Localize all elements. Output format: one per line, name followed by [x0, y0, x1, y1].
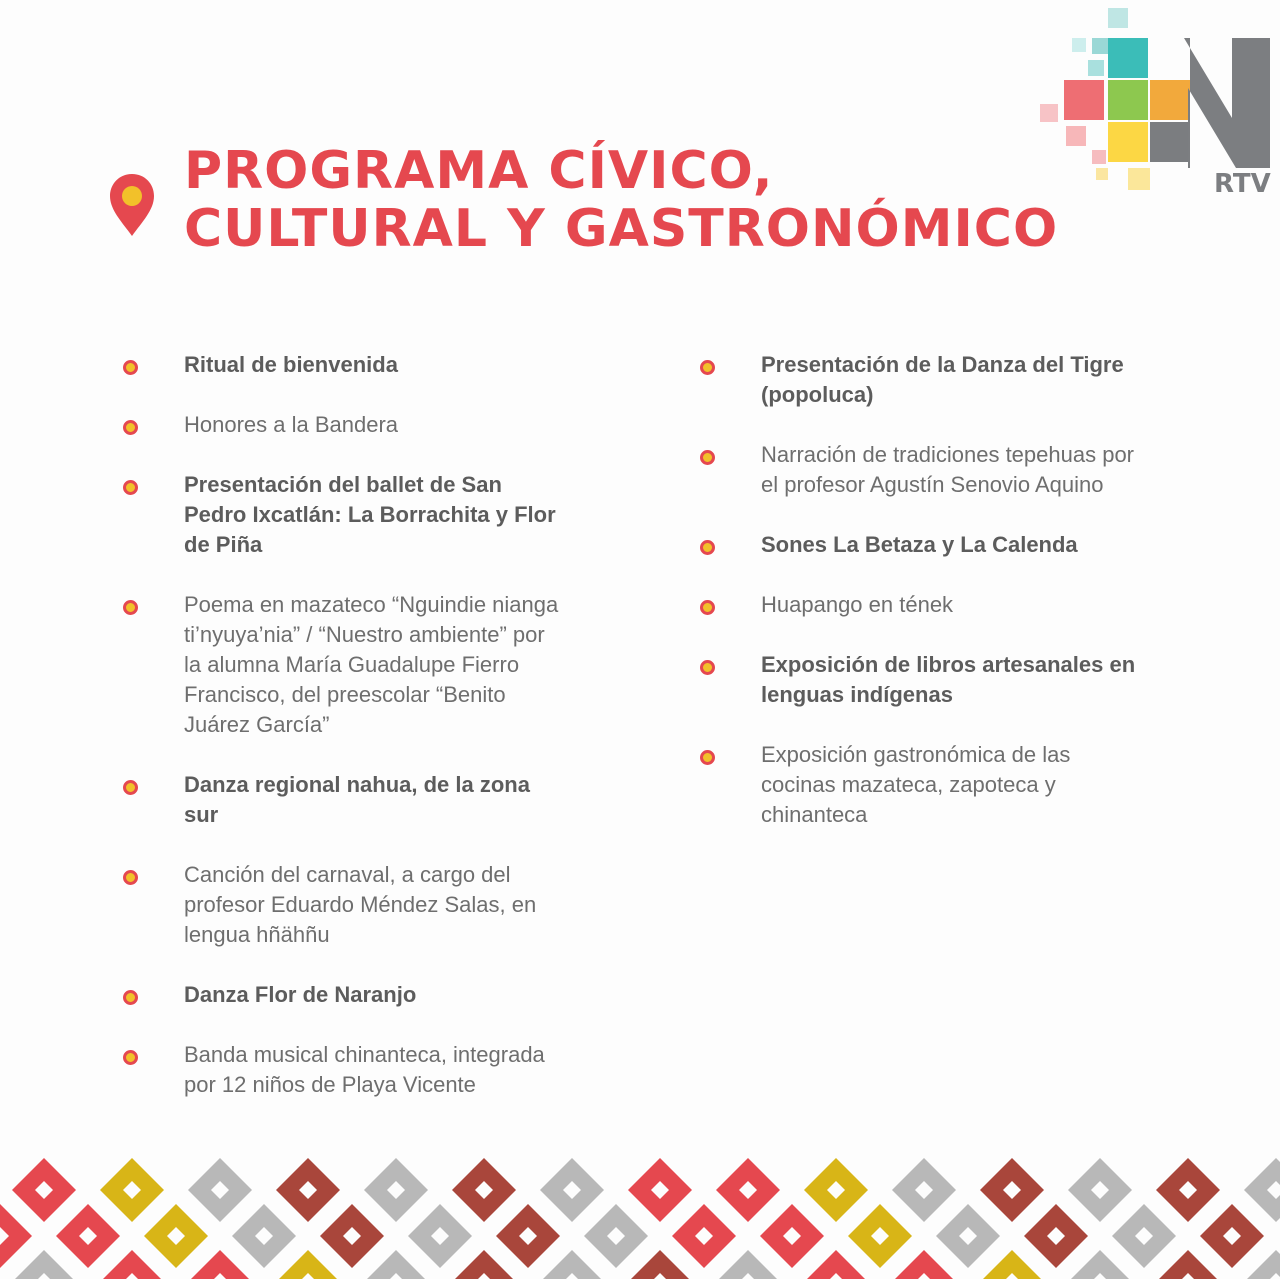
program-item — [120, 470, 560, 560]
bullet-icon — [700, 360, 715, 375]
rtv-logo — [1036, 8, 1272, 194]
program-list-right — [697, 350, 1137, 860]
program-item-text: Poema en mazateco “Nguindie nianga ti’nyuya’nia” / “Nuestro ambiente” por la alumna María Guadalupe Fierro Francisco, del preescolar “Benito Juárez García” — [184, 592, 559, 737]
program-item — [697, 740, 1137, 830]
program-item-text: Danza Flor de Naranjo — [184, 982, 417, 1007]
program-item-text: Huapango en tének — [761, 592, 954, 617]
bullet-icon — [123, 780, 138, 795]
logo-text: RTV — [1214, 169, 1271, 194]
location-pin-icon — [108, 172, 156, 238]
program-item-text: Honores a la Bandera — [184, 412, 399, 437]
program-item — [697, 590, 1137, 620]
program-item-text: Exposición de libros artesanales en lenguas indígenas — [761, 652, 1136, 707]
program-item — [697, 530, 1137, 560]
program-item-text: Danza regional nahua, de la zona sur — [184, 772, 530, 827]
bullet-icon — [700, 750, 715, 765]
bullet-icon — [700, 450, 715, 465]
program-item — [697, 440, 1137, 500]
bullet-icon — [123, 420, 138, 435]
bullet-icon — [123, 1050, 138, 1065]
program-item-text: Banda musical chinanteca, integrada por 12 niños de Playa Vicente — [184, 1042, 545, 1097]
bullet-icon — [700, 600, 715, 615]
bullet-icon — [700, 660, 715, 675]
bullet-icon — [123, 600, 138, 615]
program-item-text: Sones La Betaza y La Calenda — [761, 532, 1078, 557]
bullet-icon — [123, 360, 138, 375]
program-item — [120, 860, 560, 950]
program-item-text: Ritual de bienvenida — [184, 352, 398, 377]
program-item-text: Exposición gastronómica de las cocinas mazateca, zapoteca y chinanteca — [761, 742, 1071, 827]
program-list-left — [120, 350, 560, 1130]
program-item — [120, 980, 560, 1010]
program-item — [120, 410, 560, 440]
program-item-text: Canción del carnaval, a cargo del profesor Eduardo Méndez Salas, en lengua hñähñu — [184, 862, 537, 947]
program-item-text: Presentación de la Danza del Tigre (popoluca) — [761, 352, 1124, 407]
page-title — [184, 142, 1058, 258]
decorative-diamond-pattern — [0, 1150, 1280, 1279]
program-item — [120, 1040, 560, 1100]
program-item-text: Presentación del ballet de San Pedro Ixcatlán: La Borrachita y Flor de Piña — [184, 472, 556, 557]
program-item — [120, 590, 560, 740]
program-item — [120, 350, 560, 380]
program-item — [697, 650, 1137, 710]
program-item — [697, 350, 1137, 410]
program-item — [120, 770, 560, 830]
bullet-icon — [700, 540, 715, 555]
title-line-1: PROGRAMA CÍVICO, — [184, 141, 774, 201]
title-line-2: CULTURAL Y GASTRONÓMICO — [184, 199, 1059, 259]
bullet-icon — [123, 480, 138, 495]
bullet-icon — [123, 990, 138, 1005]
program-item-text: Narración de tradiciones tepehuas por el profesor Agustín Senovio Aquino — [761, 442, 1135, 497]
bullet-icon — [123, 870, 138, 885]
